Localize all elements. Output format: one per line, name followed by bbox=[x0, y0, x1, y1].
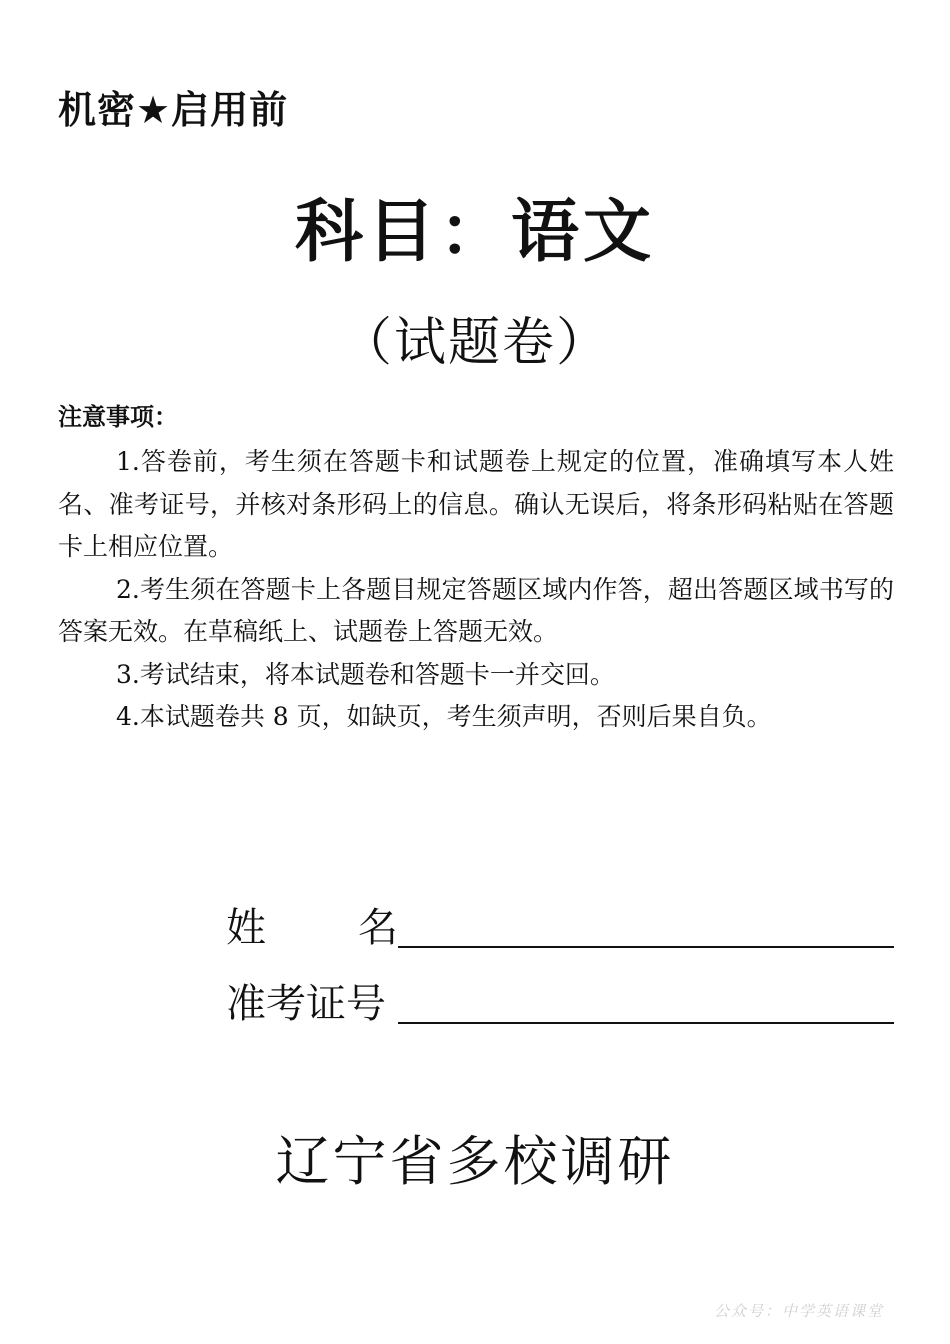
exam-id-label: 准考证号 bbox=[226, 981, 386, 1027]
name-field-row bbox=[226, 890, 894, 950]
exam-organizer: 辽宁省多校调研 bbox=[275, 1130, 675, 1193]
name-fill-line[interactable] bbox=[398, 946, 894, 948]
subject-title: 科目：语文 bbox=[294, 193, 655, 272]
notice-list bbox=[58, 441, 894, 739]
paper-type-title: （试题卷） bbox=[339, 313, 610, 373]
notice-item-1: 1.答卷前，考生须在答题卡和试题卷上规定的位置，准确填写本人姓名、准考证号，并核对条形码上的信息。确认无误后，将条形码粘贴在答题卡上相应位置。 bbox=[58, 447, 894, 561]
notice-heading: 注意事项： bbox=[58, 403, 178, 431]
exam-id-fill-line[interactable] bbox=[398, 1022, 894, 1024]
name-field-label bbox=[226, 906, 398, 950]
name-label-first-char: 姓 bbox=[226, 905, 266, 951]
watermark-text: 公众号：中学英语课堂 bbox=[713, 1302, 884, 1320]
notice-item-4: 4.本试题卷共 8 页，如缺页，考生须声明，否则后果自负。 bbox=[116, 702, 772, 731]
notice-item-3: 3.考试结束，将本试题卷和答题卡一并交回。 bbox=[116, 659, 615, 689]
exam-id-field-row bbox=[226, 966, 894, 1026]
confidential-label: 机密★启用前 bbox=[58, 88, 289, 132]
exam-id-field-label bbox=[226, 982, 398, 1026]
notice-item-2: 2.考生须在答题卡上各题目规定答题区域内作答，超出答题区域书写的答案无效。在草稿纸上、试题卷上答题无效。 bbox=[58, 574, 894, 646]
name-label-second-char: 名 bbox=[358, 905, 398, 951]
